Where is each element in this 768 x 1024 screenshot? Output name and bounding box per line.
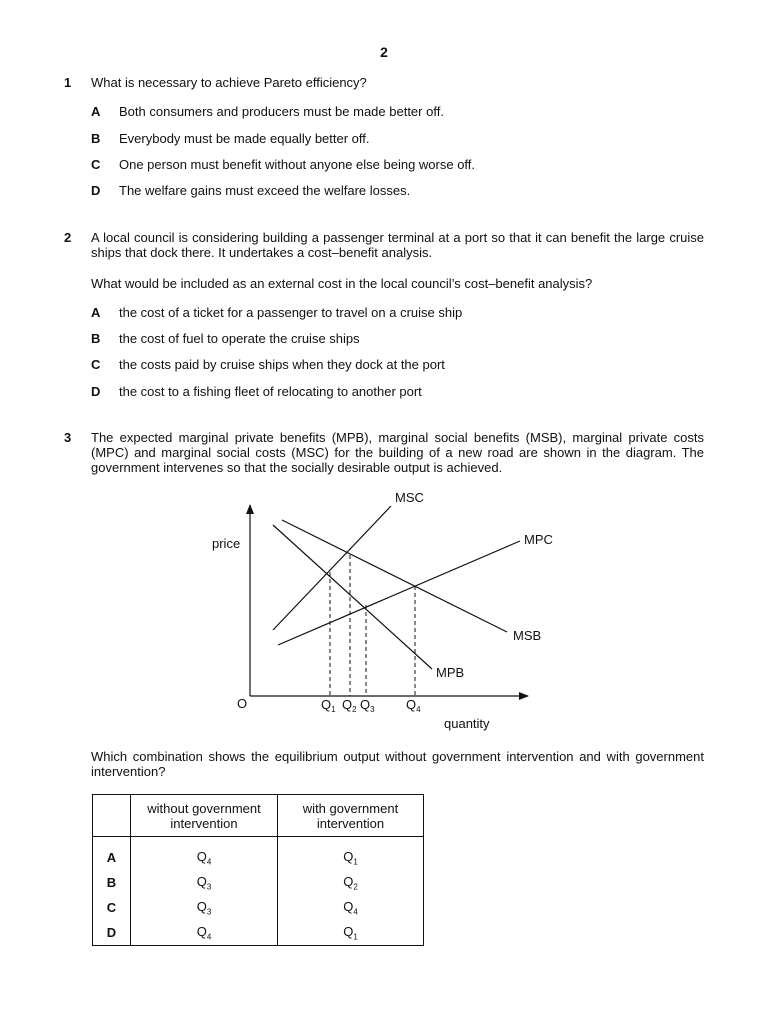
row-with: $Q_4$ bbox=[278, 895, 424, 920]
cost-benefit-diagram bbox=[0, 480, 768, 740]
mpb-label: MPB bbox=[436, 665, 465, 680]
q2-option-d-text: the cost to a fishing fleet of relocating to another port bbox=[119, 384, 422, 399]
y-axis-label: price bbox=[212, 536, 241, 551]
q1-option-d-letter: D bbox=[91, 183, 101, 198]
row-letter: D bbox=[93, 920, 131, 946]
q1-option-a-letter: A bbox=[91, 104, 101, 119]
page-number: 2 bbox=[380, 44, 388, 60]
origin-label: O bbox=[237, 696, 248, 711]
q2-option-b-letter: B bbox=[91, 331, 101, 346]
q3-label: $Q_3$ bbox=[360, 697, 375, 714]
q1-option-c-text: One person must benefit without anyone else being worse off. bbox=[119, 157, 476, 172]
row-without: $Q_3$ bbox=[131, 895, 278, 920]
q2-label: $Q_2$ bbox=[342, 697, 357, 714]
question-2-number: 2 bbox=[64, 230, 72, 245]
q1-option-a-text: Both consumers and producers must be made better off. bbox=[119, 104, 444, 119]
q1-option-c-letter: C bbox=[91, 157, 101, 172]
table-row bbox=[93, 837, 424, 871]
row-with: $Q_1$ bbox=[278, 920, 424, 946]
row-without: $Q_3$ bbox=[131, 870, 278, 895]
question-1-number: 1 bbox=[64, 75, 72, 90]
row-with: $Q_1$ bbox=[278, 837, 424, 871]
q1-option-d-text: The welfare gains must exceed the welfare losses. bbox=[119, 183, 411, 198]
row-letter: B bbox=[93, 870, 131, 895]
table-header-row bbox=[93, 795, 424, 837]
row-without: $Q_4$ bbox=[131, 837, 278, 871]
q1-option-b-text: Everybody must be made equally better off. bbox=[119, 131, 370, 146]
table-header-blank bbox=[93, 795, 131, 837]
row-letter: A bbox=[93, 837, 131, 871]
q2-option-c-letter: C bbox=[91, 357, 101, 372]
q2-option-c-text: the costs paid by cruise ships when they dock at the port bbox=[119, 357, 445, 372]
mpc-label: MPC bbox=[524, 532, 553, 547]
q2-option-d-letter: D bbox=[91, 384, 101, 399]
table-header-with: with government intervention bbox=[278, 795, 424, 837]
question-3-text: The expected marginal private benefits (MPB), marginal social benefits (MSB), marginal private costs (MPC) and marginal social costs (MSC) for the building of a new road are shown in the diagram. The government intervenes so that the socially desirable output is achieved. bbox=[91, 430, 704, 475]
table-header-without: without government intervention bbox=[131, 795, 278, 837]
table-row bbox=[93, 870, 424, 895]
q4-label: $Q_4$ bbox=[406, 697, 421, 714]
question-1-text: What is necessary to achieve Pareto efficiency? bbox=[91, 75, 367, 90]
table-row bbox=[93, 895, 424, 920]
q2-option-a-text: the cost of a ticket for a passenger to travel on a cruise ship bbox=[119, 305, 463, 320]
row-with: $Q_2$ bbox=[278, 870, 424, 895]
mpc-curve bbox=[278, 541, 520, 645]
msc-label: MSC bbox=[395, 490, 424, 505]
x-axis-label: quantity bbox=[444, 716, 490, 731]
question-3-prompt: Which combination shows the equilibrium output without government intervention and with government intervention? bbox=[91, 749, 704, 779]
msb-curve bbox=[282, 520, 507, 632]
msb-label: MSB bbox=[513, 628, 542, 643]
question-3-number: 3 bbox=[64, 430, 72, 445]
answer-table bbox=[92, 794, 424, 946]
q1-label: $Q_1$ bbox=[321, 697, 336, 714]
q2-option-a-letter: A bbox=[91, 305, 101, 320]
question-2-text: A local council is considering building a passenger terminal at a port so that it can benefit the large cruise ships that dock there. It undertakes a cost–benefit analysis. bbox=[91, 230, 704, 260]
q2-option-b-text: the cost of fuel to operate the cruise ships bbox=[119, 331, 360, 346]
row-without: $Q_4$ bbox=[131, 920, 278, 946]
row-letter: C bbox=[93, 895, 131, 920]
q1-option-b-letter: B bbox=[91, 131, 101, 146]
table-row bbox=[93, 920, 424, 946]
question-2-prompt: What would be included as an external cost in the local council’s cost–benefit analysis? bbox=[91, 276, 593, 291]
